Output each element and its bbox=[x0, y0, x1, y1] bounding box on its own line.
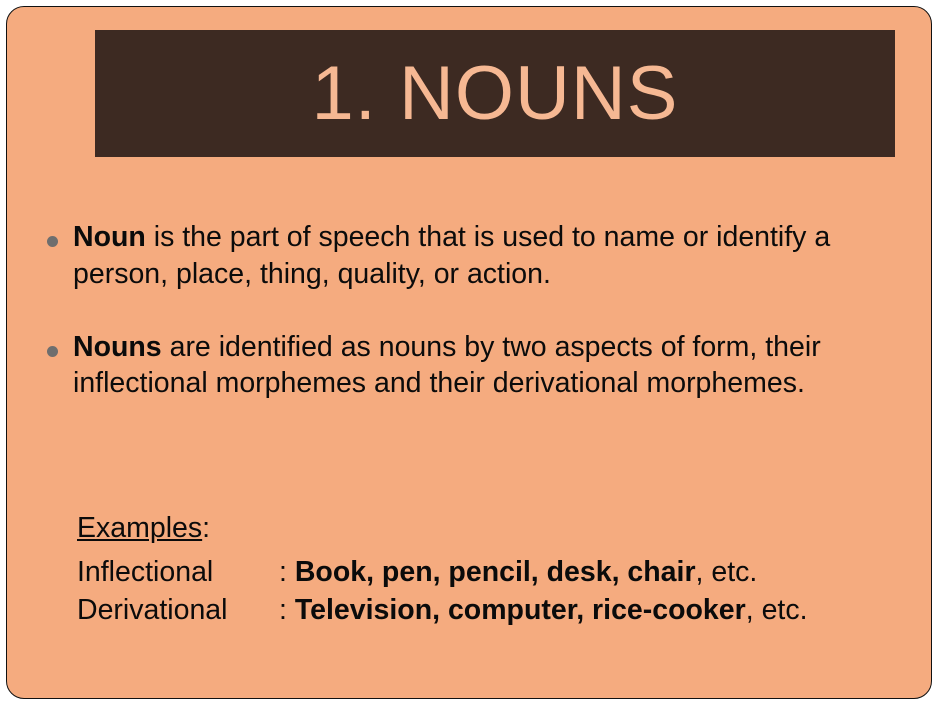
examples-heading-colon: : bbox=[202, 512, 211, 544]
bullet-text bbox=[73, 219, 897, 293]
bullet-body: are identified as nouns by two aspects of form, their inflectional morphemes and their derivational morphemes. bbox=[73, 330, 821, 400]
page-title: 1. NOUNS bbox=[311, 50, 679, 136]
slide-title-bar bbox=[95, 30, 895, 157]
bullet-text bbox=[73, 329, 897, 403]
example-row-inflectional bbox=[77, 554, 932, 592]
example-separator: : bbox=[279, 593, 295, 626]
list-item bbox=[47, 219, 897, 293]
bullet-lead-term: Nouns bbox=[73, 330, 162, 363]
list-item bbox=[47, 329, 897, 403]
examples-heading bbox=[77, 512, 932, 545]
example-tail: , etc. bbox=[745, 593, 808, 626]
slide bbox=[6, 6, 932, 699]
bullet-list bbox=[47, 219, 897, 438]
bullet-dot-icon bbox=[47, 236, 58, 247]
example-label: Derivational bbox=[77, 593, 228, 626]
examples-section bbox=[77, 512, 932, 629]
example-label: Inflectional bbox=[77, 556, 214, 588]
example-separator: : bbox=[279, 556, 295, 588]
examples-heading-label: Examples bbox=[77, 512, 203, 544]
example-items: Television, computer, rice-cooker bbox=[294, 593, 746, 626]
example-items: Book, pen, pencil, desk, chair bbox=[294, 556, 696, 588]
example-row-derivational bbox=[77, 592, 932, 630]
bullet-lead-term: Noun bbox=[73, 221, 146, 253]
example-tail: , etc. bbox=[695, 556, 758, 588]
bullet-body: is the part of speech that is used to name or identify a person, place, thing, quality, or action. bbox=[73, 221, 831, 290]
bullet-dot-icon bbox=[47, 346, 58, 357]
